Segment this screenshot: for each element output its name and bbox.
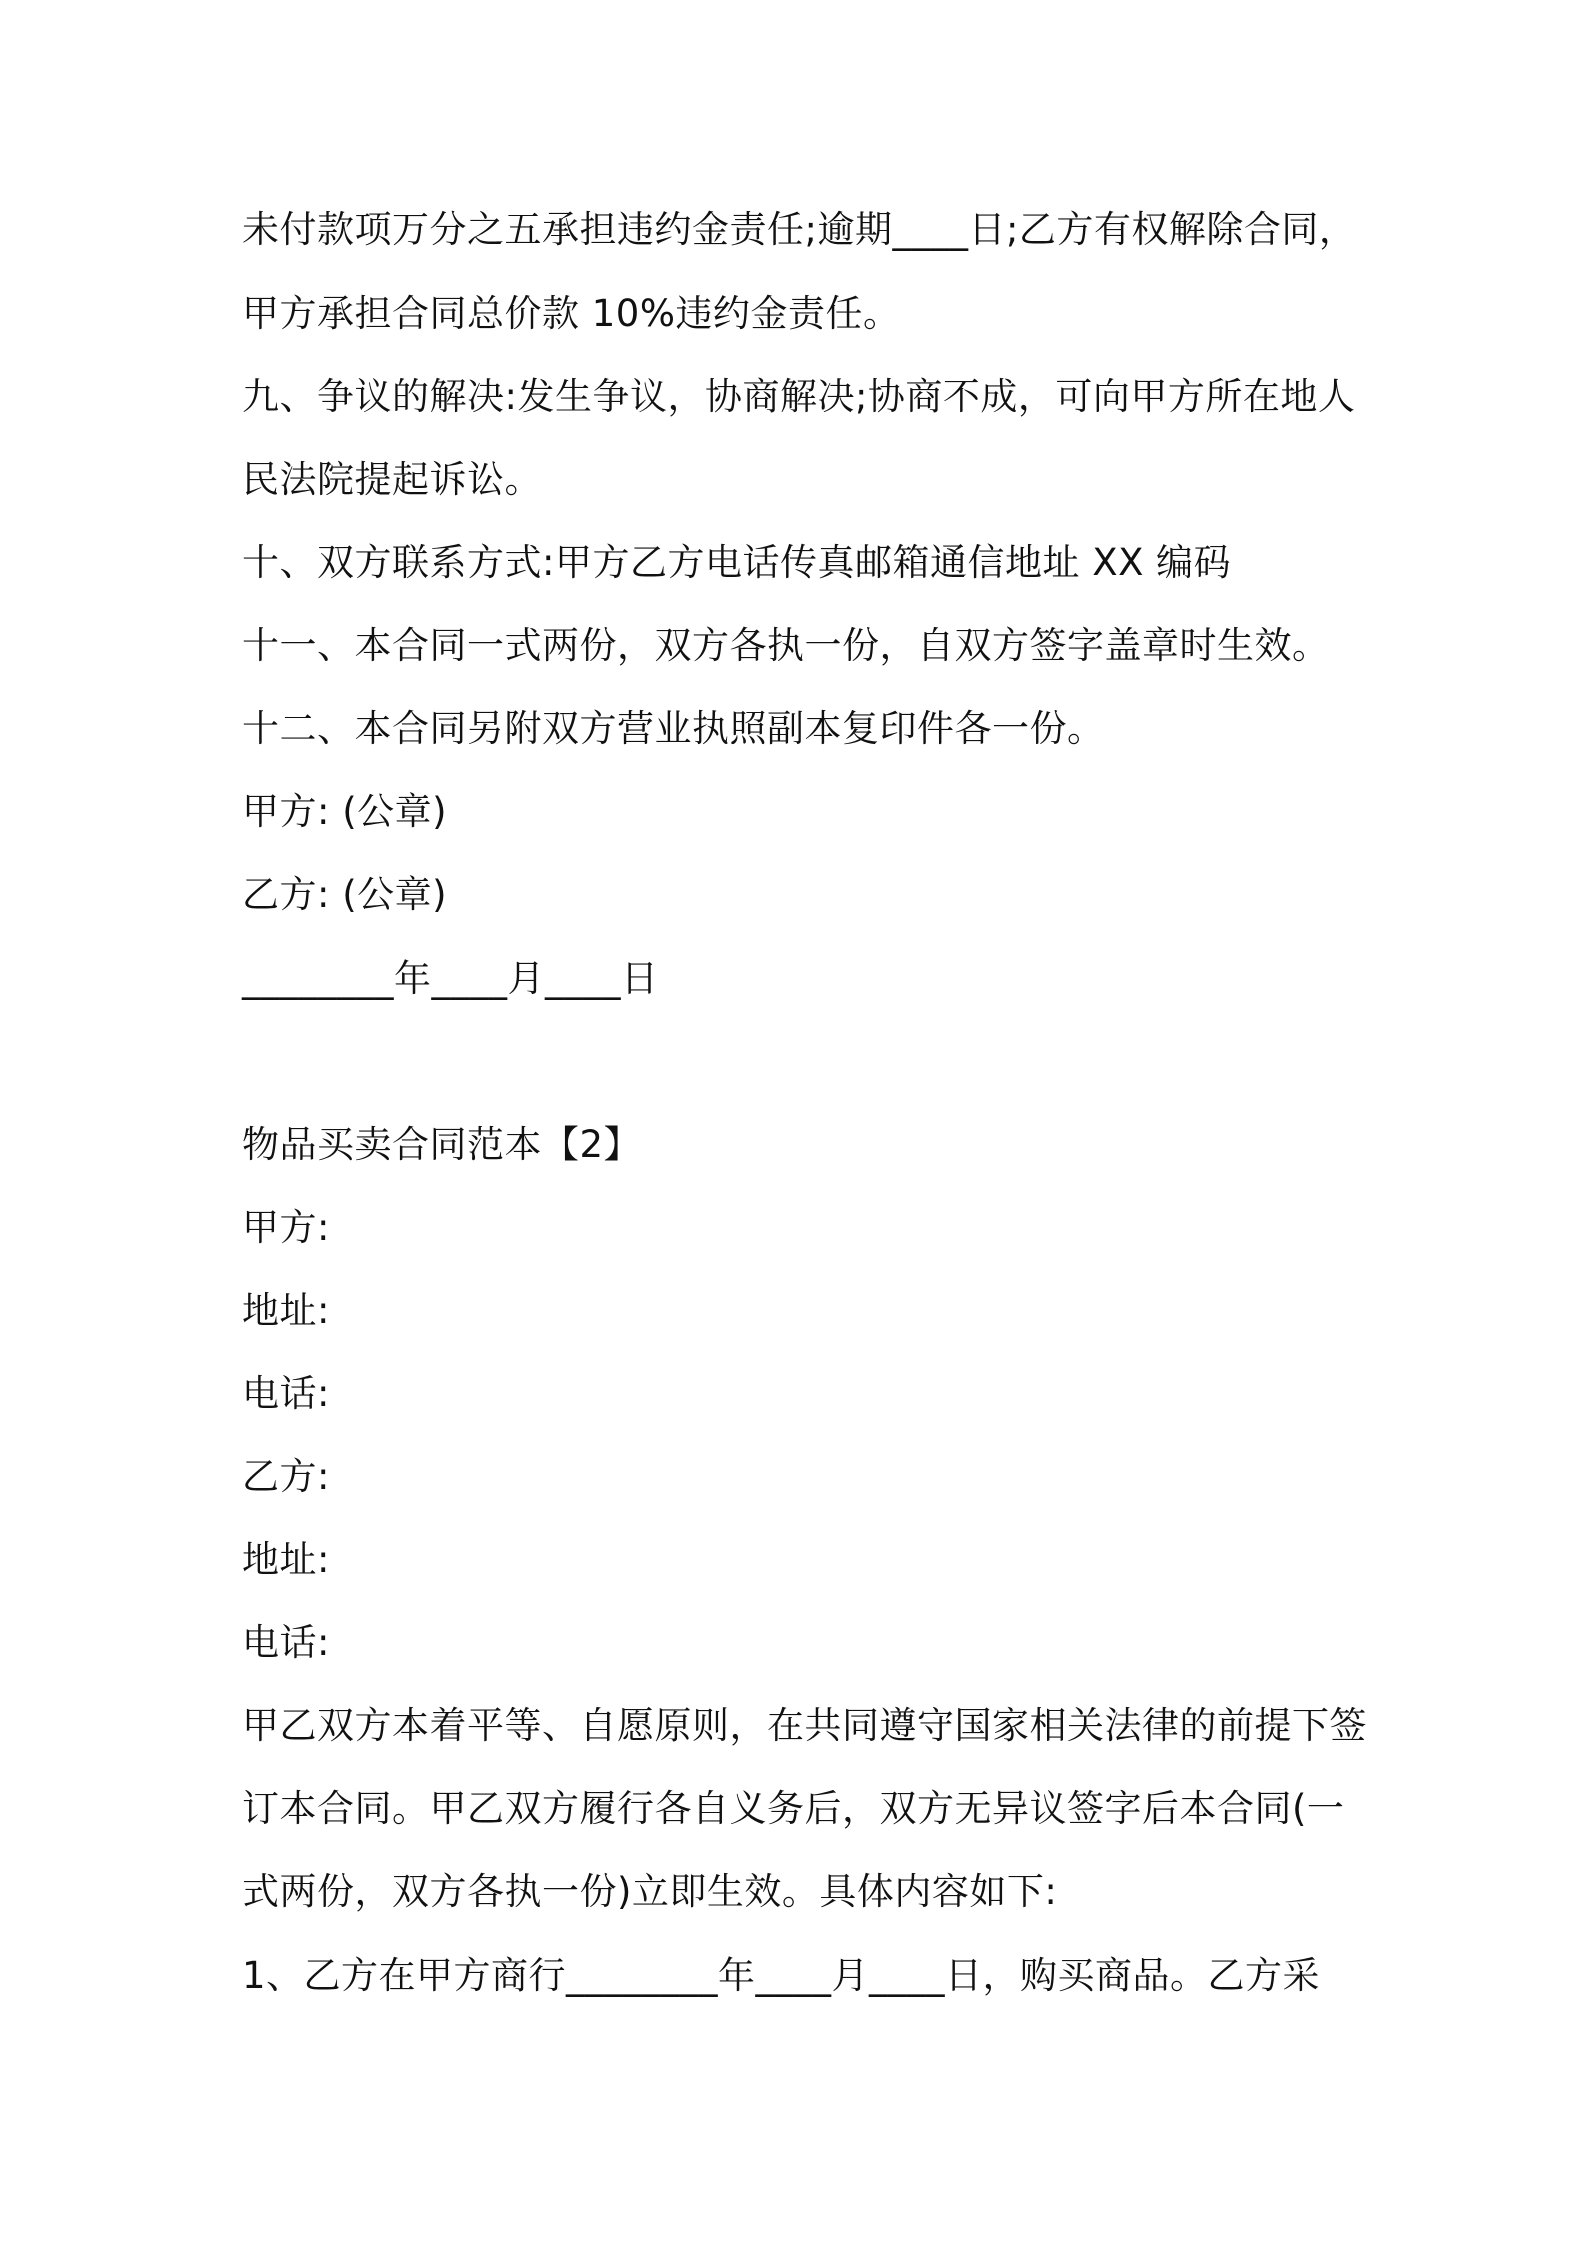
party-a-seal: 甲方: (公章) — [242, 790, 448, 833]
party-a-phone-label: 电话: — [242, 1372, 330, 1415]
clause-9-line-2: 民法院提起诉讼。 — [242, 458, 542, 501]
preamble-line-1: 甲乙双方本着平等、自愿原则，在共同遵守国家相关法律的前提下签 — [242, 1704, 1367, 1747]
party-a-address-label: 地址: — [242, 1289, 330, 1332]
signing-date: ________年____月____日 — [242, 957, 659, 1000]
party-b-seal: 乙方: (公章) — [242, 873, 448, 916]
party-a-label: 甲方: — [242, 1206, 330, 1249]
clause-12: 十二、本合同另附双方营业执照副本复印件各一份。 — [242, 707, 1105, 750]
clause-9-line-1: 九、争议的解决:发生争议，协商解决;协商不成，可向甲方所在地人 — [242, 375, 1356, 418]
party-b-phone-label: 电话: — [242, 1621, 330, 1664]
clause-11: 十一、本合同一式两份，双方各执一份，自双方签字盖章时生效。 — [242, 624, 1330, 667]
preamble-line-3: 式两份，双方各执一份)立即生效。具体内容如下: — [242, 1870, 1058, 1913]
party-b-label: 乙方: — [242, 1455, 330, 1498]
item-1-line: 1、乙方在甲方商行________年____月____日，购买商品。乙方采 — [242, 1954, 1321, 1997]
party-b-address-label: 地址: — [242, 1538, 330, 1581]
clause-8-continuation-line-1: 未付款项万分之五承担违约金责任;逾期____日;乙方有权解除合同， — [242, 208, 1357, 251]
preamble-line-2: 订本合同。甲乙双方履行各自义务后，双方无异议签字后本合同(一 — [242, 1787, 1345, 1830]
clause-8-continuation-line-2: 甲方承担合同总价款 10%违约金责任。 — [242, 292, 901, 335]
clause-10: 十、双方联系方式:甲方乙方电话传真邮箱通信地址 XX 编码 — [242, 541, 1232, 584]
section-2-title: 物品买卖合同范本【2】 — [242, 1123, 642, 1166]
